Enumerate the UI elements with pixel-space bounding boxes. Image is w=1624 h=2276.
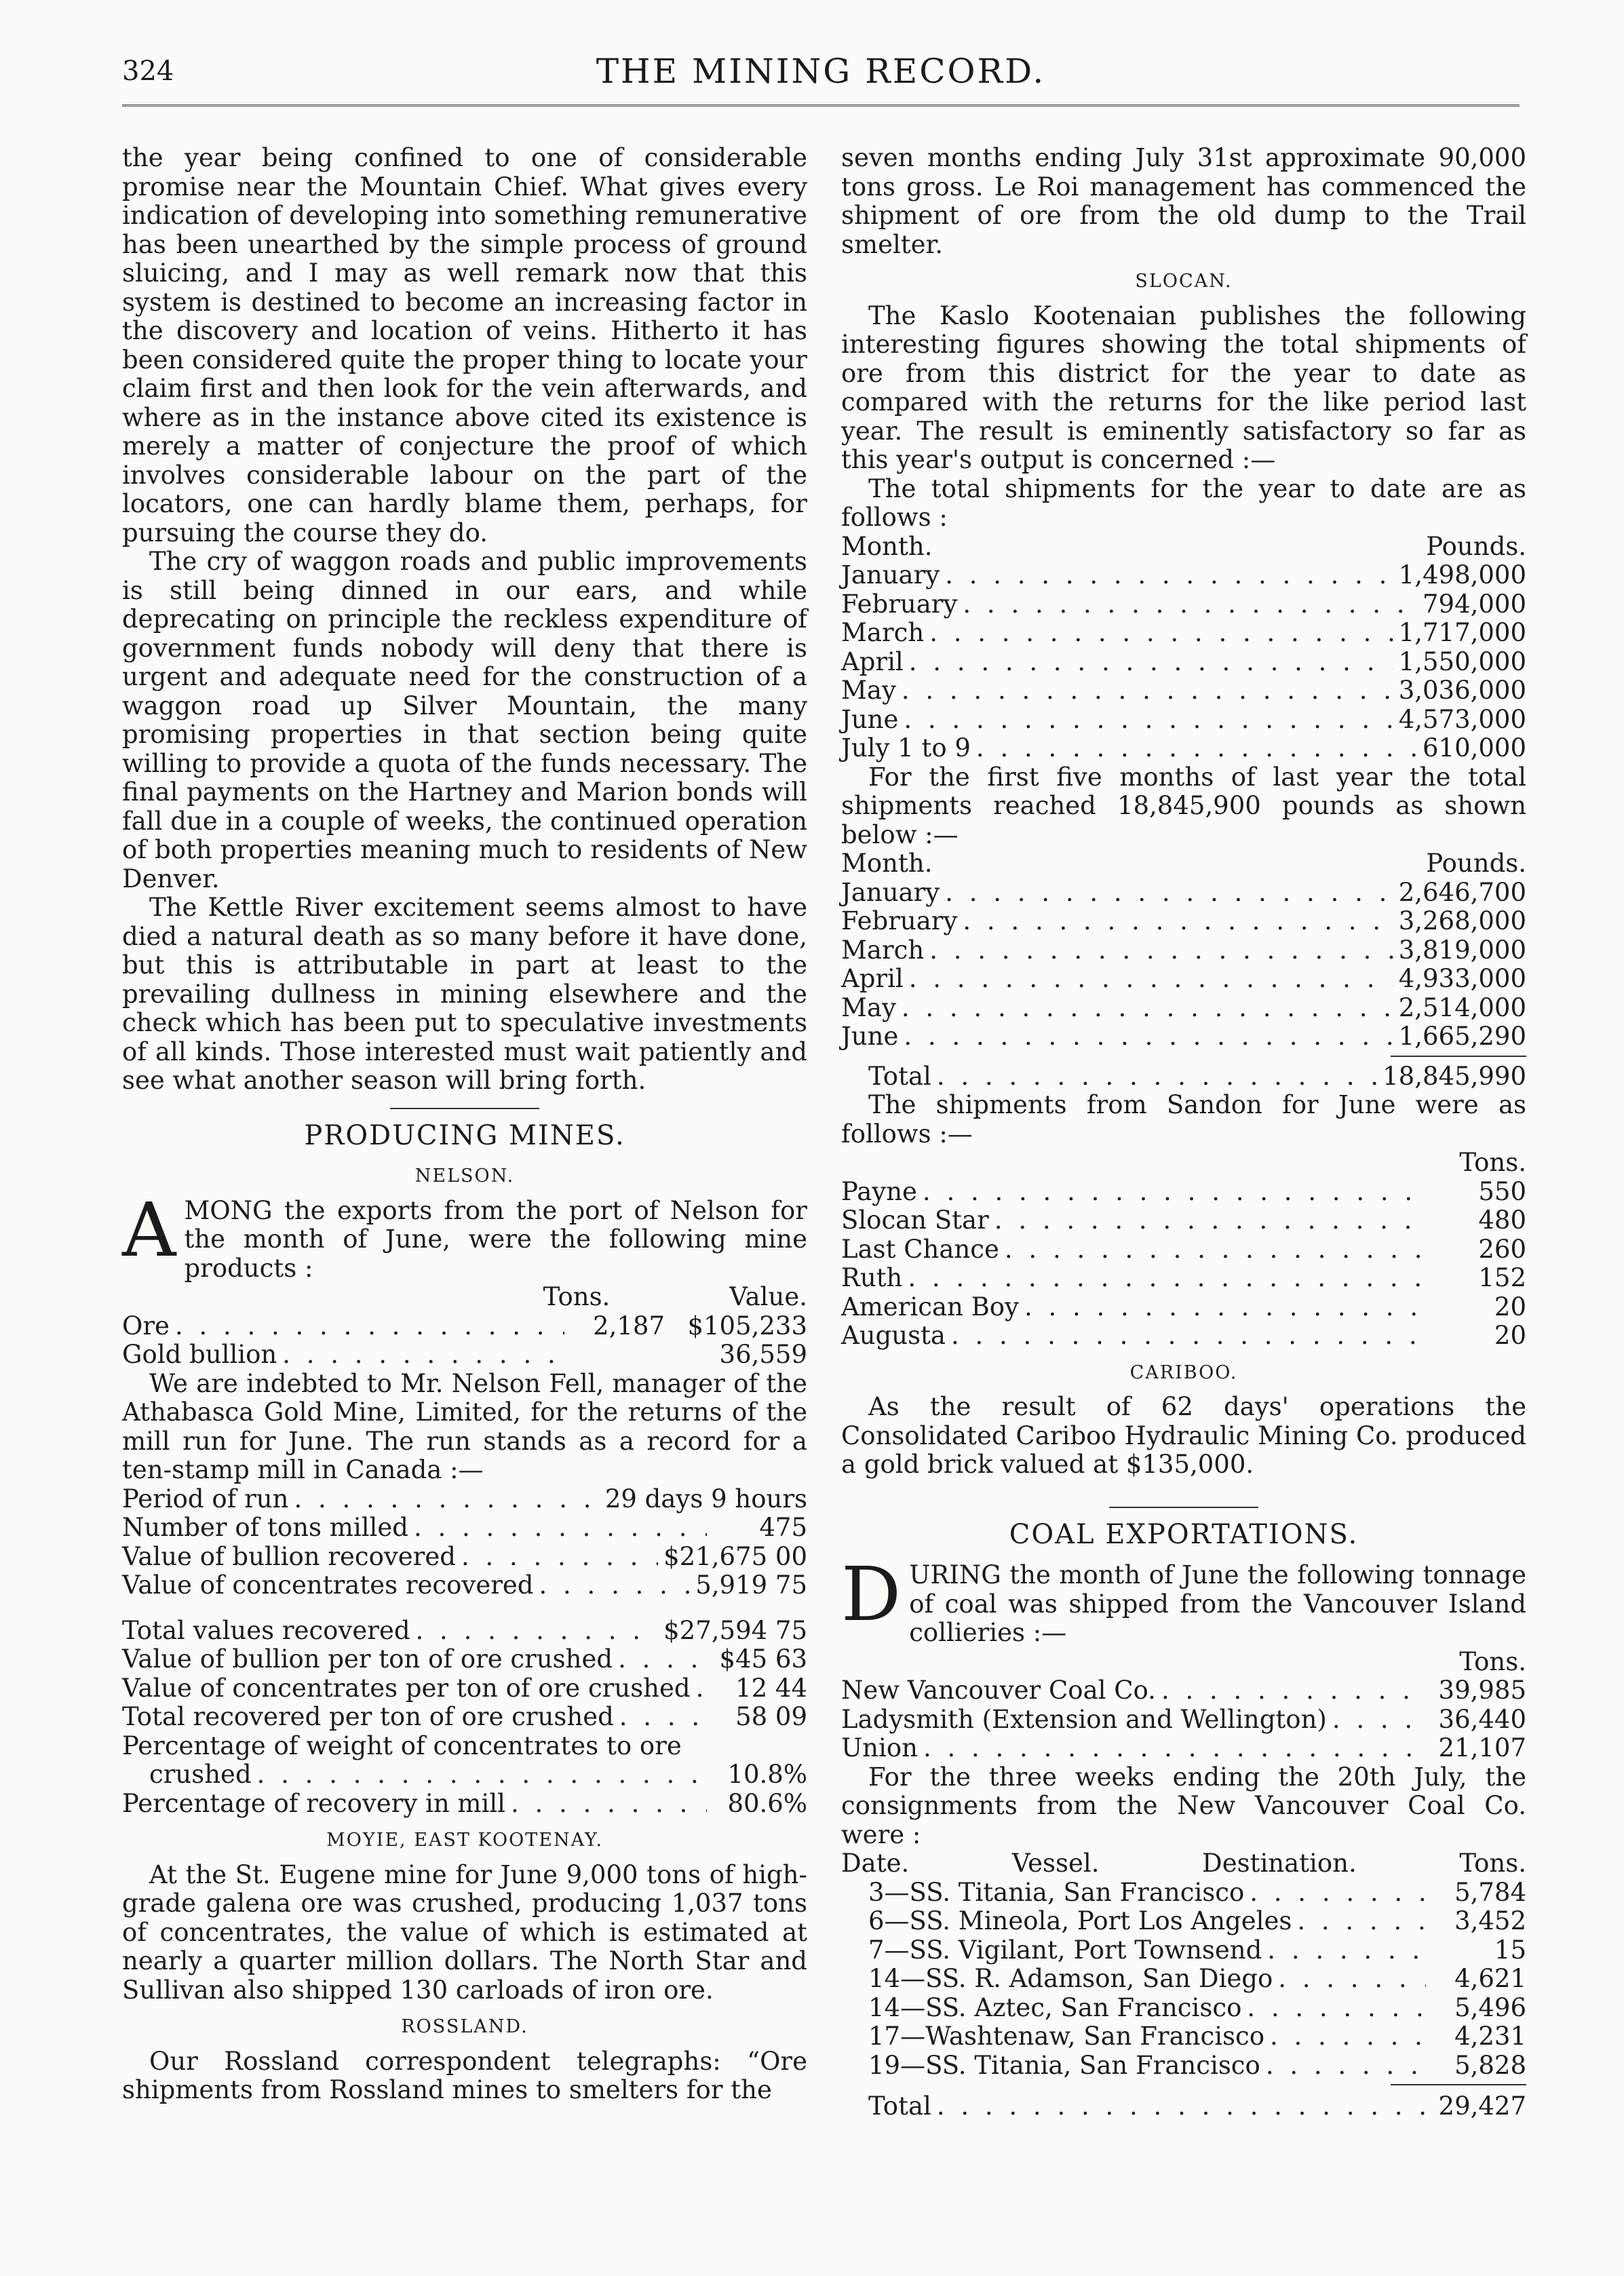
rossland-continued: seven months ending July 31st approximate 90,000 tons gross. Le Roi management has commenced the shipment of ore from the old dump to the Trail smelter. [841, 143, 1526, 259]
mill-run-row: Period of run . . . 29 days 9 hours [122, 1485, 807, 1514]
table1-header [841, 533, 1526, 562]
slocan-paragraph-2: The total shipments for the year to date are as follows : [841, 474, 1526, 532]
percentage-label: Percentage of weight of concentrates to ore [122, 1731, 682, 1760]
sandon-row: Ruth . . . 152 [841, 1264, 1526, 1293]
sandon-table [841, 1178, 1526, 1351]
mill-total-row: Value of concentrates per ton of ore crushed . . . 12 44 [122, 1674, 807, 1703]
mill-run-totals [122, 1617, 807, 1732]
shipment-row: January . . . 1,498,000 [841, 561, 1526, 590]
consignment-row: 6—SS. Mineola, Port Los Angeles . . . 3,452 [841, 1907, 1526, 1936]
page-number: 324 [122, 56, 174, 87]
table2-header [841, 849, 1526, 879]
exports-header [122, 1283, 807, 1312]
nelson-intro-text: MONG the exports from the port of Nelson for the month of June, were the following mine products : [184, 1195, 807, 1283]
export-label: Gold bullion [122, 1340, 277, 1369]
section-divider [1109, 1507, 1258, 1508]
percentage-table [122, 1760, 807, 1818]
last-year-paragraph: For the first five months of last year the total shipments reached 18,845,900 pounds as shown below :— [841, 762, 1526, 849]
shipment-row: June . . . 1,665,290 [841, 1022, 1526, 1052]
sandon-paragraph: The shipments from Sandon for June were as follows :— [841, 1090, 1526, 1149]
shipments-last-year-table [841, 879, 1526, 1052]
shipment-row: April . . . 4,933,000 [841, 965, 1526, 994]
consignments-total-row: Total . . . 29,427 [841, 2092, 1526, 2121]
paragraph: the year being confined to one of considerable promise near the Mountain Chief. What gives every indication of developing into something remunerative has been unearthed by the simple process of ground sluicing, and I may as well remark now that this system is destined to become an increasing factor in the discovery and location of veins. Hitherto it has been considered quite the proper thing to locate your claim first and then look for the vein afterwards, and where as in the instance above cited its existence is merely a matter of conjecture the proof of which involves considerable labour on the part of the locators, one can hardly blame them, perhaps, for pursuing the course they do. [122, 143, 807, 547]
colliery-row: New Vancouver Coal Co. . . . 39,985 [841, 1676, 1526, 1705]
mill-run-table [122, 1485, 807, 1600]
consignment-row: 14—SS. R. Adamson, San Diego . . . 4,621 [841, 1965, 1526, 1994]
consignments-header: Date. Vessel. Destination. Tons. [841, 1849, 1526, 1878]
export-value: 36,559 [719, 1340, 807, 1369]
consignment-row: 17—Washtenaw, San Francisco . . . 4,231 [841, 2022, 1526, 2051]
consignments-paragraph: For the three weeks ending the 20th July, the consignments from the New Vancouver Coal Co. were : [841, 1762, 1526, 1849]
shipment-row: February . . . 3,268,000 [841, 907, 1526, 936]
mill-run-row: Number of tons milled . . . 475 [122, 1513, 807, 1543]
sandon-header [841, 1149, 1526, 1178]
mill-total-row: Total values recovered . . . $27,594 75 [122, 1617, 807, 1646]
exports-row [122, 1312, 807, 1341]
running-title: THE MINING RECORD. [596, 52, 1046, 91]
shipment-row: May . . . 3,036,000 [841, 676, 1526, 706]
shipment-row: May . . . 2,514,000 [841, 994, 1526, 1023]
drop-cap: A [122, 1186, 176, 1273]
mill-total-row: Total recovered per ton of ore crushed . . . 58 09 [122, 1703, 807, 1732]
tons-column-label: Tons. [1459, 1646, 1526, 1676]
mill-run-row: Value of bullion recovered . . . $21,675 00 [122, 1543, 807, 1572]
shipment-row: March . . . 3,819,000 [841, 936, 1526, 965]
left-column [122, 144, 807, 2105]
sandon-row: Payne . . . 550 [841, 1178, 1526, 1207]
nelson-intro [122, 1186, 807, 1284]
shipment-row: June . . . 4,573,000 [841, 706, 1526, 735]
right-column [841, 144, 1526, 2121]
coal-intro-text: URING the month of June the following tonnage of coal was shipped from the Vancouver Island collieries :— [909, 1560, 1526, 1647]
producing-mines-heading: PRODUCING MINES. [304, 1119, 625, 1151]
page-header [122, 49, 1520, 110]
shipments-this-year-table [841, 561, 1526, 763]
paragraph: The Kettle River excitement seems almost to have died a natural death as so many before it have done, but this is attributable in part at least to the prevailing dullness in mining elsewhere and the check which has been put to speculative investments of all kinds. Those interested must wait patiently and see what another season will bring forth. [122, 893, 807, 1095]
pounds-column-label: Pounds. [1426, 531, 1526, 561]
coal-intro [841, 1551, 1526, 1648]
slocan-heading: SLOCAN. [1135, 271, 1233, 292]
coal-exportations-heading: COAL EXPORTATIONS. [1009, 1518, 1359, 1550]
header-rule [122, 104, 1520, 107]
export-tons: 2,187 [593, 1311, 665, 1340]
exports-row [122, 1340, 807, 1370]
rossland-paragraph: Our Rossland correspondent telegraphs: “Ore shipments from Rossland mines to smelters for the [122, 2046, 807, 2104]
moyie-paragraph: At the St. Eugene mine for June 9,000 tons of high-grade galena ore was crushed, producing 1,037 tons of concentrates, the value of which is estimated at nearly a quarter million dollars. The North Star and Sullivan also shipped 130 carloads of iron ore. [122, 1859, 807, 2005]
sandon-row: Slocan Star . . . 480 [841, 1206, 1526, 1235]
shipment-row: March . . . 1,717,000 [841, 619, 1526, 648]
sandon-row: American Boy . . . 20 [841, 1293, 1526, 1322]
consignment-row: 19—SS. Titania, San Francisco . . . 5,828 [841, 2051, 1526, 2081]
shipment-row: July 1 to 9 . . . 610,000 [841, 734, 1526, 763]
percentage-row: crushed . . . 10.8% [122, 1760, 807, 1790]
nelson-heading: NELSON. [414, 1165, 515, 1187]
tons-column-label: Tons. [543, 1282, 611, 1311]
cariboo-paragraph: As the result of 62 days' operations the Consolidated Cariboo Hydraulic Mining Co. produced a gold brick valued at $135,000. [841, 1392, 1526, 1479]
cariboo-heading: CARIBOO. [1129, 1362, 1238, 1383]
consignment-row: 14—SS. Aztec, San Francisco . . . 5,496 [841, 1994, 1526, 2023]
sandon-row: Augusta . . . 20 [841, 1322, 1526, 1351]
consignment-row: 7—SS. Vigilant, Port Townsend . . . 15 [841, 1936, 1526, 1965]
consignments-table [841, 1878, 1526, 2081]
fell-paragraph: We are indebted to Mr. Nelson Fell, manager of the Athabasca Gold Mine, Limited, for the returns of the mill run for June. The run stands as a record for a ten-stamp mill in Canada :— [122, 1368, 807, 1484]
shipment-row: January . . . 2,646,700 [841, 879, 1526, 908]
drop-cap: D [841, 1551, 902, 1638]
value-column-label: Value. [729, 1282, 807, 1311]
slocan-paragraph: The Kaslo Kootenaian publishes the following interesting figures showing the total shipments of ore from this district for the year to date as compared with the returns for the like period last year. The result is eminently satisfactory so far as this year's output is concerned :— [841, 301, 1526, 474]
paragraph: The cry of waggon roads and public improvements is still being dinned in our ears, and while deprecating on principle the reckless expenditure of government funds nobody will deny that there is urgent and adequate need for the construction of a waggon road up Silver Mountain, the many promising properties in that section being quite willing to provide a quota of the funds necessary. The final payments on the Hartney and Marion bonds will fall due in a couple of weeks, the continued operation of both properties meaning much to residents of New Denver. [122, 547, 807, 893]
moyie-heading: MOYIE, EAST KOOTENAY. [326, 1830, 603, 1851]
mill-total-row: Value of bullion per ton of ore crushed . . . $45 63 [122, 1645, 807, 1674]
colliery-row: Ladysmith (Extension and Wellington) . . . 36,440 [841, 1705, 1526, 1735]
sandon-row: Last Chance . . . 260 [841, 1235, 1526, 1265]
pounds-column-label: Pounds. [1426, 849, 1526, 878]
mill-run-row: Value of concentrates recovered . . . 5,919 75 [122, 1571, 807, 1600]
coal-header [841, 1648, 1526, 1677]
colliery-row: Union . . . 21,107 [841, 1734, 1526, 1763]
shipment-row: April . . . 1,550,000 [841, 648, 1526, 677]
export-label: Ore [122, 1311, 170, 1340]
coal-table [841, 1676, 1526, 1763]
tons-column-label: Tons. [1459, 1148, 1526, 1177]
rossland-heading: ROSSLAND. [401, 2016, 528, 2037]
percentage-row: Percentage of recovery in mill . . . 80.6% [122, 1790, 807, 1819]
consignment-row: 3—SS. Titania, San Francisco . . . 5,784 [841, 1878, 1526, 1908]
shipment-row: February . . . 794,000 [841, 590, 1526, 619]
month-column-label: Month. [841, 531, 933, 561]
section-divider [390, 1108, 539, 1109]
month-column-label: Month. [841, 849, 933, 878]
table2-total-row: Total . . . 18,845,990 [841, 1062, 1526, 1092]
export-value: $105,233 [687, 1311, 807, 1340]
